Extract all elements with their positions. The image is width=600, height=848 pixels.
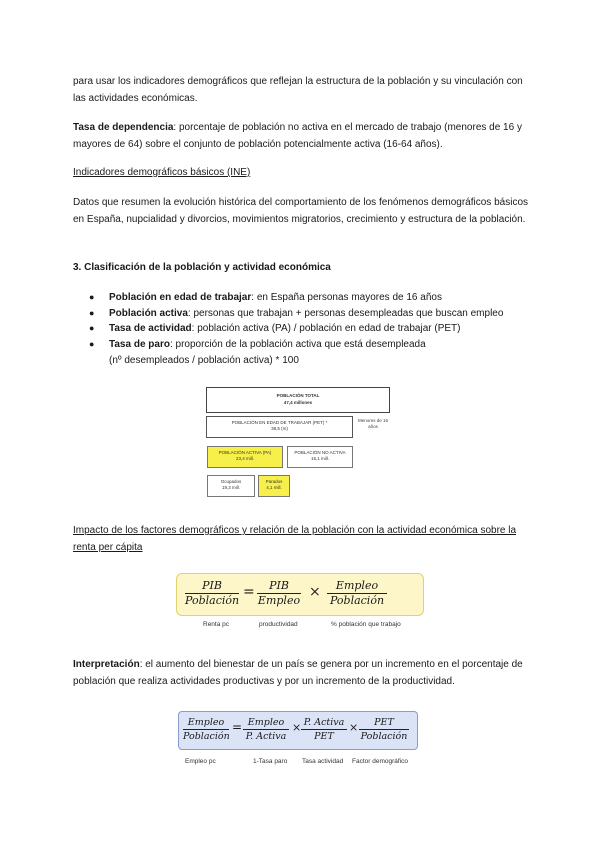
fraction: PET Población <box>360 717 408 742</box>
intro-paragraph: para usar los indicadores demográficos que reflejan la estructura de la población y su vinculación con las actividades económicas. <box>73 76 523 104</box>
times-symbol: × <box>349 721 359 734</box>
bullet-icon: ● <box>89 339 95 349</box>
fraction: Empleo Población <box>327 579 387 608</box>
dependency-term: Tasa de dependencia <box>73 122 174 133</box>
caption-pct-trabajo: % población que trabajo <box>331 621 401 628</box>
bullet-icon: ● <box>89 323 95 333</box>
caption-renta-pc: Renta pc <box>203 621 230 628</box>
inactive-population-box: POBLACIÓN NO ACTIVA 15,1 mill. <box>287 446 353 468</box>
formula-renta-pc <box>176 573 424 616</box>
caption-empleo-pc: Empleo pc <box>185 758 216 765</box>
impact-heading: Impacto de los factores demográficos y relación de la población con la actividad económica sobre la renta per cápita <box>73 525 517 553</box>
equals-symbol: = <box>243 584 255 600</box>
total-population-box: POBLACIÓN TOTAL 47,4 millones <box>206 387 390 413</box>
times-symbol: × <box>292 721 302 734</box>
fraction: Empleo P. Activa <box>243 716 289 743</box>
formula-empleo-pc <box>178 711 418 750</box>
interpretation-term: Interpretación <box>73 659 140 670</box>
ine-paragraph: Datos que resumen la evolución histórica del comportamiento de los fenómenos demográficos básicos en España, nupcialidad y divorcios, movimientos migratorios, crecimiento y estructura de la población. <box>73 197 528 225</box>
employed-box: Ocupados 19,3 mill. <box>207 475 255 497</box>
unemployed-box: Parados 4,1 mill. <box>258 475 290 497</box>
fraction: PIB Empleo <box>257 579 301 607</box>
fraction: P. Activa PET <box>301 716 347 743</box>
active-population-box: POBLACIÓN ACTIVA (PA) 23,4 mill. <box>207 446 283 468</box>
bullet-icon: ● <box>89 292 95 302</box>
equals-symbol: = <box>232 720 243 734</box>
under16-label: Menores de 16 años <box>357 418 389 429</box>
caption-factor-demografico: Factor demográfico <box>352 758 408 765</box>
section3-title: 3. Clasificación de la población y actividad económica <box>73 262 331 273</box>
interpretation-paragraph: Interpretación: el aumento del bienestar de un país se genera por un incremento en el porcentaje de población que realiza actividades productivas y por un incremento de la productividad. <box>73 659 523 687</box>
caption-productividad: productividad <box>259 621 298 628</box>
dependency-paragraph: Tasa de dependencia: porcentaje de población no activa en el mercado de trabajo (menores de 16 y mayores de 64) sobre el conjunto de población potencialmente activa (16-64 años). <box>73 122 522 150</box>
fraction: Empleo Población <box>183 717 230 742</box>
pet-box: POBLACIÓN EN EDAD DE TRABAJAR (PET) * 38,5 (m) <box>206 416 353 438</box>
caption-tasa-actividad: Tasa actividad <box>302 758 344 765</box>
times-symbol: × <box>309 584 321 600</box>
ine-heading: Indicadores demográficos básicos (INE) <box>73 167 251 178</box>
bullet-icon: ● <box>89 308 95 318</box>
caption-tasa-paro: 1-Tasa paro <box>253 758 288 765</box>
fraction: PIB Población <box>185 579 240 607</box>
